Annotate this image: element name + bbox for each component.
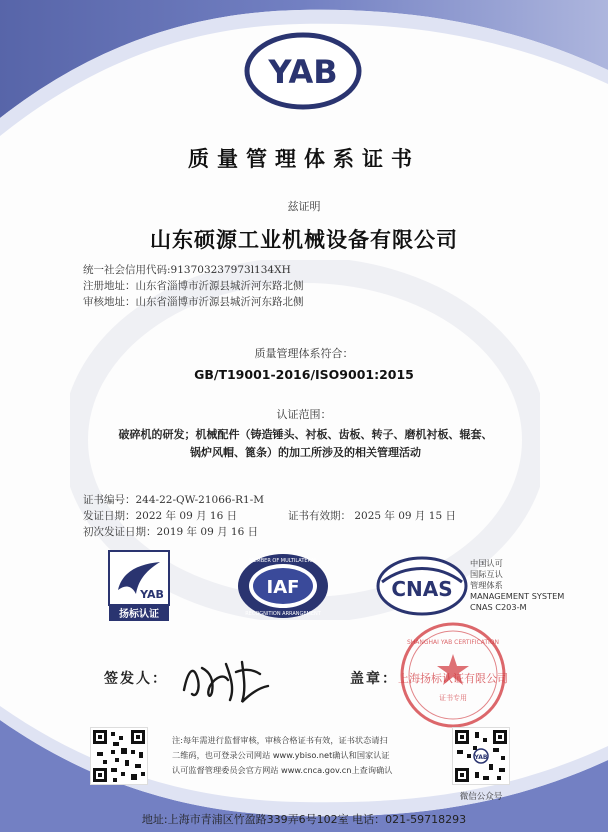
handwritten-signature xyxy=(176,650,276,706)
yab-badge-label: 扬标认证 xyxy=(119,609,159,620)
yab-logo xyxy=(244,32,362,110)
notice-text xyxy=(172,733,442,778)
audit-address: 审核地址：山东省淄博市沂源县城沂河东路北侧 xyxy=(83,296,304,308)
cnas-text: CNAS xyxy=(391,577,453,601)
iaf-badge xyxy=(236,552,330,620)
first-issue-date: 初次发证日期：2019 年 09 月 16 日 xyxy=(83,526,259,538)
seal-inner-text: 证书专用 xyxy=(439,694,467,702)
hereby-certify-text: 兹证明 xyxy=(287,200,321,213)
iaf-ring-bottom: RECOGNITION ARRANGEMENT xyxy=(245,611,321,617)
cnas-description xyxy=(470,558,564,613)
cnas-cn-1: 中国认可 xyxy=(470,558,503,568)
seal-label: 盖章： xyxy=(350,671,398,687)
cnas-cn-3: 管理体系 xyxy=(470,580,503,590)
certificate-title: 质量管理体系证书 xyxy=(188,147,420,171)
company-seal xyxy=(398,620,508,730)
certification-scope xyxy=(83,426,528,462)
signer-label: 签发人： xyxy=(104,671,168,687)
logo-text: YAB xyxy=(268,53,338,91)
cnas-cn-2: 国际互认 xyxy=(470,569,503,579)
footer-address: 地址:上海市青浦区竹盈路339弄6号102室 电话：021-59718293 xyxy=(141,813,467,826)
wechat-qr-logo: YAB xyxy=(474,754,488,761)
wechat-label: 微信公众号 xyxy=(459,792,503,802)
yab-certification-badge xyxy=(108,550,170,622)
registered-address: 注册地址：山东省淄博市沂源县城沂河东路北侧 xyxy=(83,280,304,292)
valid-until: 证书有效期： 2025 年 09 月 15 日 xyxy=(288,510,456,522)
iaf-text: IAF xyxy=(266,577,300,598)
yab-badge-mark: YAB xyxy=(140,588,164,601)
notice-line-2: 二维码，也可登录公司网站 www.ybiso.net确认和国家认证 xyxy=(172,750,390,760)
cnas-badge xyxy=(376,556,468,616)
scope-line-2: 锅炉风帽、篦条）的加工所涉及的相关管理活动 xyxy=(190,446,421,459)
scope-label: 认证范围： xyxy=(276,408,332,421)
verification-qr-code[interactable] xyxy=(90,727,148,785)
wechat-qr-code[interactable] xyxy=(452,727,510,785)
standard-code: GB/T19001-2016/ISO9001:2015 xyxy=(194,367,414,382)
credit-code: 统一社会信用代码:913703237973l134XH xyxy=(83,264,291,276)
cnas-en: MANAGEMENT SYSTEM xyxy=(470,591,565,601)
iaf-ring-top: MEMBER OF MULTILATERAL xyxy=(248,558,318,564)
conforms-to-label: 质量管理体系符合： xyxy=(254,347,354,360)
cnas-code: CNAS C203-M xyxy=(470,602,527,612)
seal-company-text: 上海扬标认证有限公司 xyxy=(398,672,508,685)
certificate-number: 证书编号：244-22-QW-21066-R1-M xyxy=(83,494,265,506)
scope-line-1: 破碎机的研发；机械配件（铸造锤头、衬板、齿板、转子、磨机衬板、辊套、 xyxy=(118,428,493,441)
notice-line-3: 认可监督管理委员会官方网站 www.cnca.gov.cn上查询确认 xyxy=(172,765,393,775)
issue-date: 发证日期：2022 年 09 月 16 日 xyxy=(83,510,238,522)
notice-line-1: 注:每年需进行监督审核，审核合格证书有效，证书状态请扫 xyxy=(172,735,388,745)
company-name: 山东硕源工业机械设备有限公司 xyxy=(150,227,458,252)
seal-ring-text: SHANGHAI YAB CERTIFICATION xyxy=(406,639,500,646)
